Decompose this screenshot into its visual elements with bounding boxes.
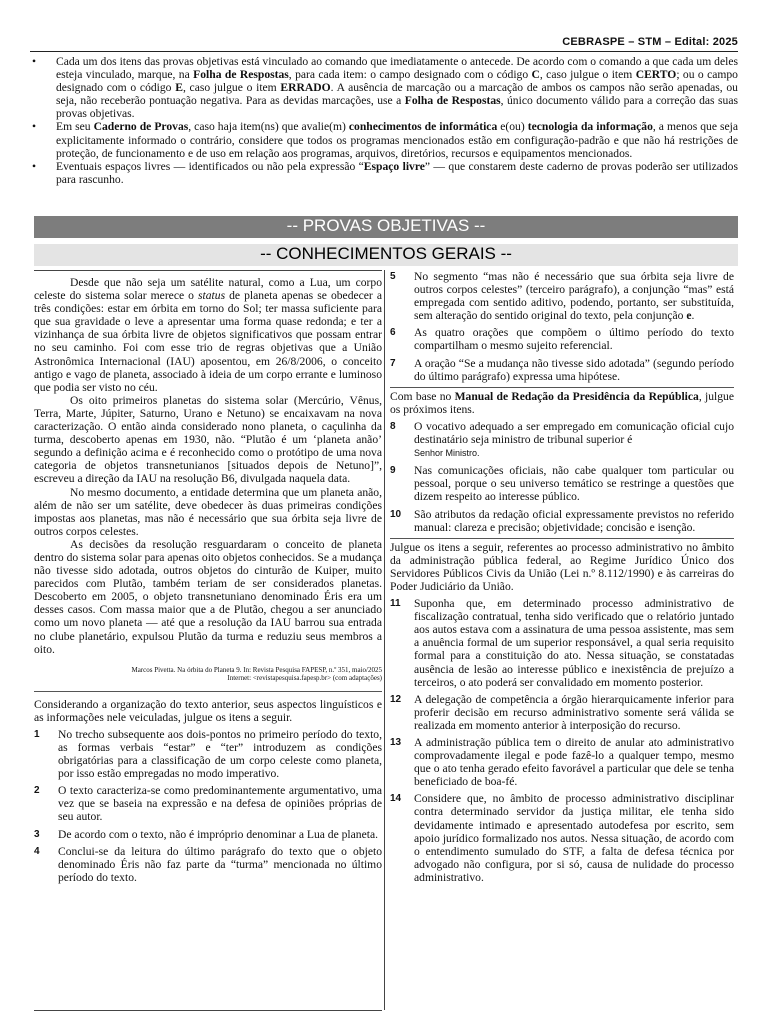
item-number: 12 [390,693,402,705]
item-number: 6 [390,327,396,339]
text-run: Eventuais espaços livres — identificados ou não pela expressão “ [56,159,364,173]
item-number: 2 [34,785,40,797]
banner-provas-objetivas: -- PROVAS OBJETIVAS -- [34,216,738,238]
item-number: 8 [390,420,396,432]
item-3 [34,828,382,841]
text-run: Em seu [56,120,94,134]
item-9 [390,464,734,503]
text-run: , caso julgue o item [182,81,281,95]
banner-conhecimentos-gerais: -- CONHECIMENTOS GERAIS -- [34,244,738,266]
item-number: 4 [34,845,40,857]
instruction-item [56,55,738,120]
item-text: Nas comunicações oficiais, não cabe qualquer tom particular ou pessoal, porque o seu universo temático se restringe a questões que dizem respeito ao interesse público. [414,464,734,504]
items-right-b [390,420,734,534]
reading-text [34,270,382,656]
conjunction-e: e [686,309,692,323]
text-run: Os oito primeiros planetas do sistema solar (Mercúrio, Vênus, Terra, Marte, Júpiter, Saturno, Urano e Netuno) se encaixavam na nova caracterização. O então ainda considerado nono planeta, o caçulinha da turma, descoberto apenas em 1930, não. “Plutão é um ‘planeta anão’ segundo a definição acima e é reconhecido como o protótipo de uma nova categoria de objetos transnetunianos [situados depois de Netuno]”, escreveu a direção da IAU na resolução B6, divulgada naquela data. [34,393,382,486]
item-text: No trecho subsequente aos dois-pontos no primeiro período do texto, as formas verbais “estar” e “ter” introduzem as condições obrigatórias para a classificação de um corpo celeste como planeta, por isso estão empregadas no modo imperativo. [58,727,382,781]
item-text: A administração pública tem o direito de anular ato administrativo comprovadamente ilegal e pode fazê-lo a qualquer tempo, mesmo que o ato tenha gerado efeito favorável a particular que dele se tenha beneficiado de boa-fé. [414,736,734,789]
item-number: 7 [390,357,396,369]
text-paragraph [34,394,382,486]
item-4 [34,845,382,884]
item-number: 11 [390,598,401,610]
text-run: As decisões da resolução resguardaram o conceito de planeta dentro do sistema solar para apenas oito objetos conhecidos. Se a mudança não tivesse sido adotada, outros objetos do cinturão de Kuiper, muito parecidos com Plutão, também teriam de ser considerados planetas. Descoberto em 2005, o objeto transnetuniano denominado Éris era um desses casos. Com massa maior que a de Plutão, chegou a ser anunciado como um novo planeta — até que a resolução da IAU barrou sua entrada no clube planetário, expulsou Plutão da turma e reduziu seus membros a oito. [34,537,382,656]
item-text: O vocativo adequado a ser empregado em comunicação oficial cujo destinatário seja ministro de tribunal superior é [414,419,734,447]
text-paragraph [34,276,382,394]
item-text: Considere que, no âmbito de processo administrativo disciplinar contra determinado servidor da justiça militar, ele tenha sido devidamente intimado e apresentado autodefesa por escrito, sem apoio jurídico formalizado nos autos. Nessa situação, de acordo com o entendimento sumulado do STF, a falta de defesa técnica por advogado não configura, por si só, causa de nulidade do processo administrativo. [414,792,734,884]
item-13 [390,736,734,788]
item-14 [390,792,734,884]
item-number: 3 [34,828,40,840]
header-rule [30,51,738,52]
right-intro-b [390,390,734,416]
source-line-1: Marcos Pivetta. Na órbita do Planeta 9. In: Revista Pesquisa FAPESP, n.º 351, maio/2025 [131,665,382,674]
item-12 [390,693,734,732]
text-run: C [531,68,540,82]
item-number: 14 [390,793,402,805]
column-divider [384,270,385,1010]
item-small-text: Senhor Ministro. [414,448,480,459]
text-run: Cada um dos itens das provas objetivas está vinculado ao comando que imediatamente o antecede. De acordo com o comando a que cada um deles esteja vinculado, marque, na [56,55,738,82]
item-text: O texto caracteriza-se como predominantemente argumentativo, uma vez que se baseia na expressão e na defesa de opiniões próprias de seu autor. [58,784,382,824]
text-run: ; ou o campo designado com o código [56,68,738,95]
text-run: , caso haja item(ns) que avalie(m) [188,120,349,134]
block-manual-redacao [390,387,734,534]
text-run: ERRADO [280,81,331,95]
text-run: e(ou) [497,120,528,134]
item-text: De acordo com o texto, não é impróprio denominar a Lua de planeta. [58,827,378,841]
text-run: , para cada item: o campo designado com o código [288,68,532,82]
text-run: E [175,81,183,95]
text-run: Folha de Respostas [404,94,501,108]
item-text: A oração “Se a mudança não tivesse sido adotada” (segundo período do último parágrafo) expressa uma hipótese. [414,356,734,383]
instruction-item [56,160,738,186]
text-source [34,666,382,683]
items-right-c [390,597,734,884]
item-text: São atributos da redação oficial expressamente previstos no referido manual: clareza e precisão; objetividade; concisão e isenção. [414,507,734,534]
item-2 [34,784,382,823]
text-run: Espaço livre [363,159,425,173]
right-column [390,270,734,888]
right-intro-c: Julgue os itens a seguir, referentes ao processo administrativo no âmbito da administração pública federal, ao Regime Jurídico Único dos Servidores Públicos Civis da União (Lei n.º 8.112/1990) e às carreiras do Poder Judiciário da União. [390,540,734,593]
item-text: Conclui-se da leitura do último parágrafo do texto que o objeto denominado Éris não faz parte da “turma” mencionada no último período do texto. [58,844,382,884]
text-run: ” — que constarem deste caderno de provas poderão ser utilizados para rascunho. [56,159,738,186]
manual-name: Manual de Redação da Presidência da República [454,389,699,403]
text-run: CERTO [635,68,677,82]
text-run: . A ausência de marcação ou a marcação de ambos os campos não serão apenadas, ou seja, não receberão pontuação negativa. Para as devidas marcações, use a [56,81,738,108]
left-column [34,270,382,888]
item-text: A delegação de competência a órgão hierarquicamente inferior para proferir decisão em recurso administrativo somente será válida se realizada em momento anterior à interposição do recurso. [414,692,734,732]
item-text: No segmento “mas não é necessário que sua órbita seja livre de outros corpos celestes” (terceiro parágrafo), a conjunção “mas” está empregada com sentido aditivo, podendo, portanto, ser substituída, sem alteração do sentido original do texto, pela conjunção [414,270,734,323]
source-line-2: Internet: <revistapesquisa.fapesp.br> (com adaptações) [227,674,382,683]
items-right-a [390,270,734,383]
text-run: No mesmo documento, a entidade determina que um planeta anão, além de não ser um satélite, deve obedecer às duas primeiras condições impostas aos planetas, mas não é necessário que sua órbita seja livre de outros corpos celestes. [34,485,382,538]
item-number: 1 [34,728,40,740]
text-run: Desde que não seja um satélite natural, como a Lua, um corpo celeste do sistema solar merece o [34,276,382,303]
text-run: , a menos que seja explicitamente informado o contrário, considere que todos os programas mencionados estão em configuração-padrão e que não há restrições de proteção, de funcionamento e de uso em relação aos programas, arquivos, diretórios, recursos e equipamentos mencionados. [56,120,738,160]
item-number: 9 [390,465,396,477]
item-5: 5 No segmento “mas não é necessário que sua órbita seja livre de outros corpos celestes” (terceiro parágrafo), a conjunção “mas” está empregada com sentido aditivo, podendo, portanto, ser substituída, sem alteração do sentido original do texto, pela conjunção e. [390,270,734,323]
item-number: 10 [390,508,402,520]
text-separator [34,691,382,692]
text-run: de planeta apenas se obedecer a três condições: estar em órbita em torno do Sol; ter massa suficiente para que sua gravidade o leve a apresentar uma forma quase redonda; e ter a vizinhança de sua órbita livre de objetos significativos que possam entrar no seu caminho. Foi com esse trio de regras objetivas que a União Astronômica Internacional (IAU) aposentou, em 26/8/2006, o conceito antigo e vago de planeta, associado à ideia de um corpo errante e luminoso que podia ser visto no céu. [34,289,382,394]
item-10 [390,508,734,534]
item-7 [390,357,734,383]
text-run: status [198,289,226,303]
text-run: conhecimentos de informática [348,120,498,134]
block-processo-administrativo [390,538,734,884]
text-run: , caso julgue o item [539,68,636,82]
instructions-list [30,55,738,186]
page-header: CEBRASPE – STM – Edital: 2025 [562,36,738,48]
item-8 [390,420,734,460]
item-number: 13 [390,737,402,748]
text-run: , único documento válido para a correção das suas provas objetivas. [56,94,738,121]
item-number: 5 [390,271,396,282]
text-paragraph [34,486,382,538]
instruction-item [56,120,738,159]
item-11 [390,597,734,689]
item-text: Suponha que, em determinado processo administrativo de fiscalização contratual, tenha sido verificado que o relatório juntado aos autos estava com a assinatura de uma pessoa assistente, mas sem a anuência formal de um superior responsável, a qual seria requisito formal para a constituição do ato. Nessa situação, se constatadas ausência de lesão ao interesse público e inexistência de prejuízo a terceiros, o ato poderá ser convalidado em momento posterior. [414,597,734,689]
text-run: Caderno de Provas [93,120,189,134]
item-text: As quatro orações que compõem o último período do texto compartilham o mesmo sujeito referencial. [414,326,734,353]
item-6 [390,326,734,352]
item-1 [34,728,382,780]
text-run: tecnologia da informação [527,120,653,134]
intro-b-text: Com base no Manual de Redação da Presidência da República, julgue os próximos itens. [390,389,734,416]
left-bottom-rule [34,1010,382,1011]
left-items-intro: Considerando a organização do texto anterior, seus aspectos linguísticos e as informações nele veiculadas, julgue os itens a seguir. [34,697,382,724]
text-run: Folha de Respostas [193,68,289,82]
text-paragraph [34,538,382,656]
items-left [34,728,382,884]
